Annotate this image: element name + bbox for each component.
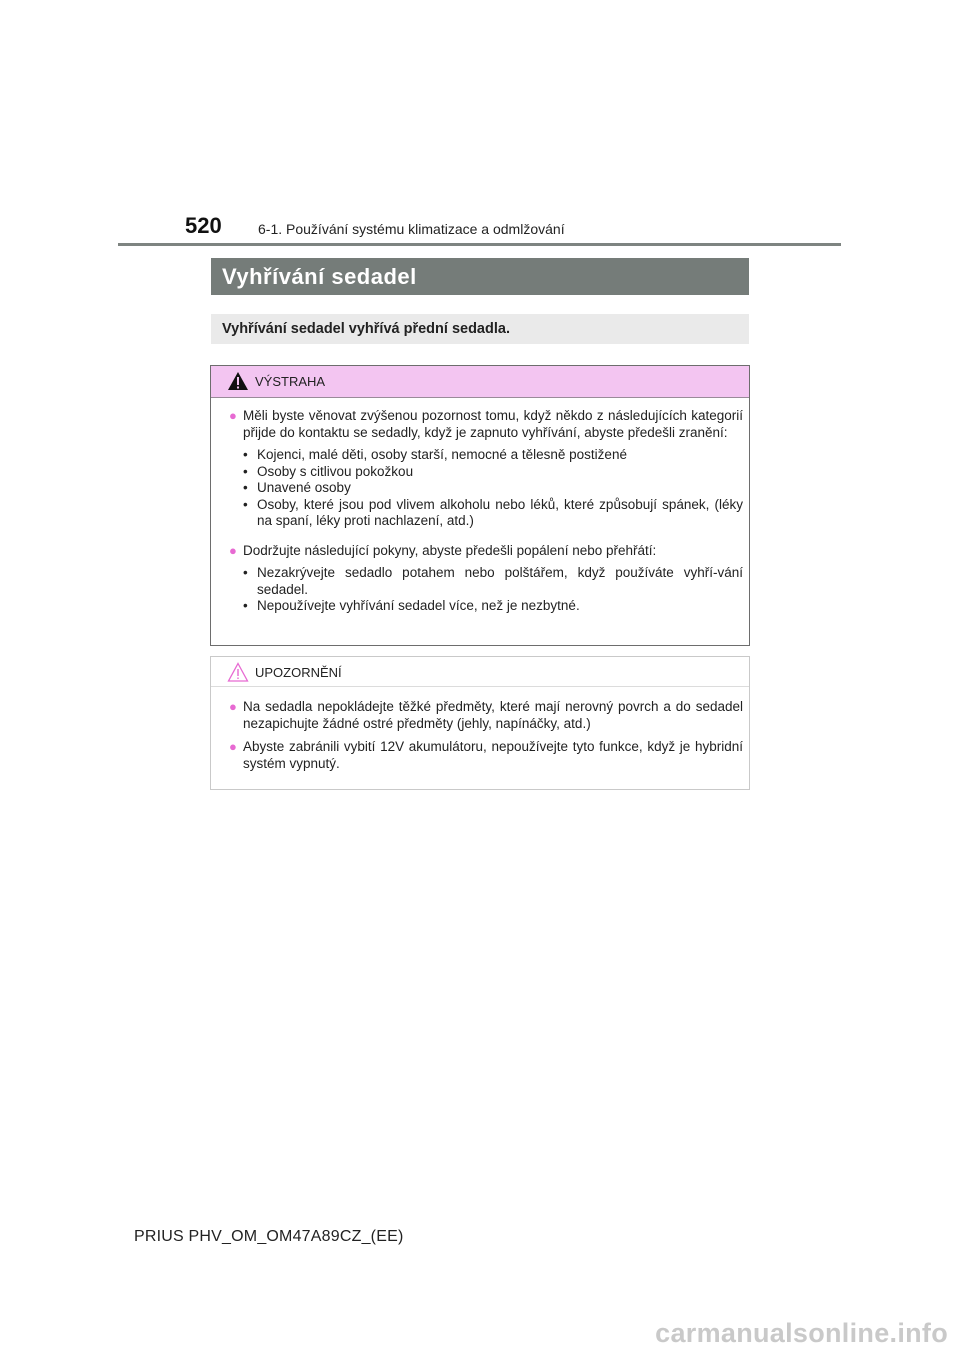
warning-triangle-icon	[227, 371, 249, 391]
warning-sub-list	[243, 565, 743, 615]
list-item: • Unavené osoby	[243, 480, 351, 495]
bullet-icon: ●	[229, 739, 237, 754]
header-divider	[118, 243, 841, 246]
caution-triangle-icon	[227, 662, 249, 682]
list-item: • Osoby s citlivou pokožkou	[243, 463, 414, 479]
caution-item	[229, 699, 743, 732]
caution-box	[210, 656, 750, 790]
bullet-icon: ●	[229, 699, 237, 714]
warning-body	[211, 398, 749, 621]
bullet-icon: ●	[229, 542, 237, 558]
watermark: carmanualsonline.info	[655, 1318, 948, 1348]
list-item: • Osoby, které jsou pod vlivem alkoholu nebo léků, které způsobují spánek, (léky na spaní, léky proti nachlazení, atd.)	[243, 496, 743, 528]
caution-body	[211, 687, 749, 772]
intro-text: Vyhřívání sedadel vyhřívá přední sedadla.	[211, 314, 749, 344]
warning-header	[211, 366, 749, 398]
list-item: • Nepoužívejte vyhřívání sedadel více, než je nezbytné.	[243, 598, 580, 613]
caution-label: UPOZORNĚNÍ	[255, 665, 342, 680]
caution-header	[211, 657, 749, 687]
bullet-icon: ●	[229, 408, 237, 423]
caution-item-text: Abyste zabránili vybití 12V akumulátoru, nepoužívejte tyto funkce, když je hybridní systém vypnutý.	[243, 739, 743, 771]
caution-item	[229, 739, 743, 772]
page-title: Vyhřívání sedadel	[211, 258, 749, 295]
warning-label: VÝSTRAHA	[255, 374, 326, 389]
page-number: 520	[185, 213, 222, 238]
warning-item	[229, 543, 743, 621]
section-reference: 6-1. Používání systému klimatizace a odmlžování	[258, 221, 565, 237]
warning-item-text: Měli byste věnovat zvýšenou pozornost tomu, když někdo z následujících kategorií přijde do kontaktu se sedadly, když je zapnuto vyhřívání, abyste předešli zranění:	[243, 408, 743, 440]
warning-item-text: Dodržujte následující pokyny, abyste předešli popálení nebo přehřátí:	[243, 542, 657, 558]
warning-sub-list	[243, 447, 743, 530]
list-item: • Nezakrývejte sedadlo potahem nebo polštářem, když používáte vyhří-vání sedadel.	[243, 565, 743, 597]
caution-item-text: Na sedadla nepokládejte těžké předměty, které mají nerovný povrch a do sedadel nezapichujte žádné ostré předměty (jehly, napínáčky, atd.)	[243, 699, 743, 731]
warning-box	[210, 365, 750, 646]
document-code: PRIUS PHV_OM_OM47A89CZ_(EE)	[134, 1228, 404, 1245]
list-item: • Kojenci, malé děti, osoby starší, nemocné a tělesně postižené	[243, 447, 627, 462]
warning-item	[229, 408, 743, 536]
